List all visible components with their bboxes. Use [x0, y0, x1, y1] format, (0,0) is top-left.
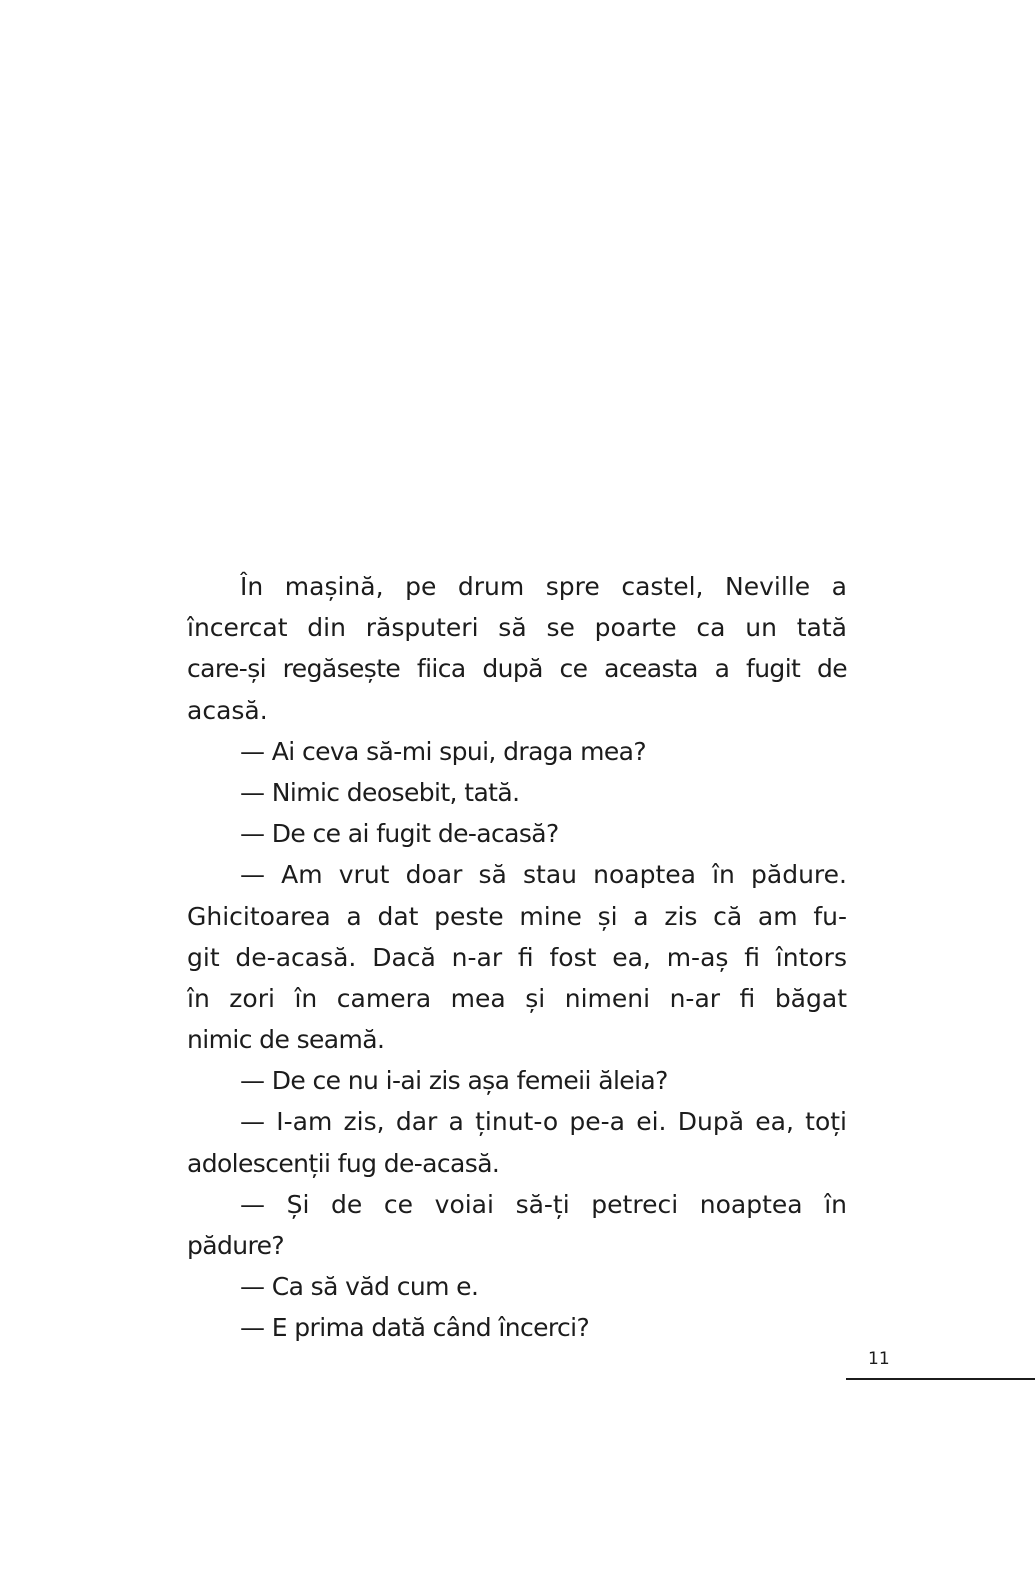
dialogue-line: — Și de ce voiai să-ți petreci noaptea în — [240, 1189, 847, 1219]
dialogue-line: — E prima dată când încerci? — [240, 1313, 590, 1343]
text-line: în zori în camera mea și nimeni n-ar fi băgat — [187, 983, 847, 1013]
text-line: În mașină, pe drum spre castel, Neville a — [240, 572, 847, 601]
dialogue-line: — De ce nu i-ai zis așa femeii ăleia? — [240, 1066, 668, 1096]
text-line: încercat din răsputeri să se poarte ca un tată — [187, 613, 847, 643]
text-line: pădure? — [187, 1231, 285, 1260]
body-text — [187, 566, 847, 1349]
text-line: adolescenții fug de-acasă. — [187, 1148, 500, 1178]
dialogue-line: — Ca să văd cum e. — [240, 1272, 479, 1302]
dialogue-line: — De ce ai fugit de-acasă? — [240, 819, 559, 849]
text-line: acasă. — [187, 695, 268, 725]
text-line: Ghicitoarea a dat peste mine și a zis că am fu- — [187, 901, 847, 931]
dialogue-line: — Ai ceva să-mi spui, draga mea? — [240, 736, 647, 766]
footer-rule — [846, 1378, 1035, 1380]
dialogue-line: — Am vrut doar să stau noaptea în pădure. — [240, 860, 847, 890]
dialogue-line: — I-am zis, dar a ținut-o pe-a ei. După ea, toți — [240, 1107, 847, 1137]
text-line: git de-acasă. Dacă n-ar fi fost ea, m-aș fi întors — [187, 942, 847, 972]
text-line: care-și regăsește fiica după ce aceasta a fugit de — [187, 654, 847, 684]
text-line: nimic de seamă. — [187, 1025, 385, 1055]
dialogue-line: — Nimic deosebit, tată. — [240, 777, 520, 807]
page-number: 11 — [868, 1349, 890, 1369]
